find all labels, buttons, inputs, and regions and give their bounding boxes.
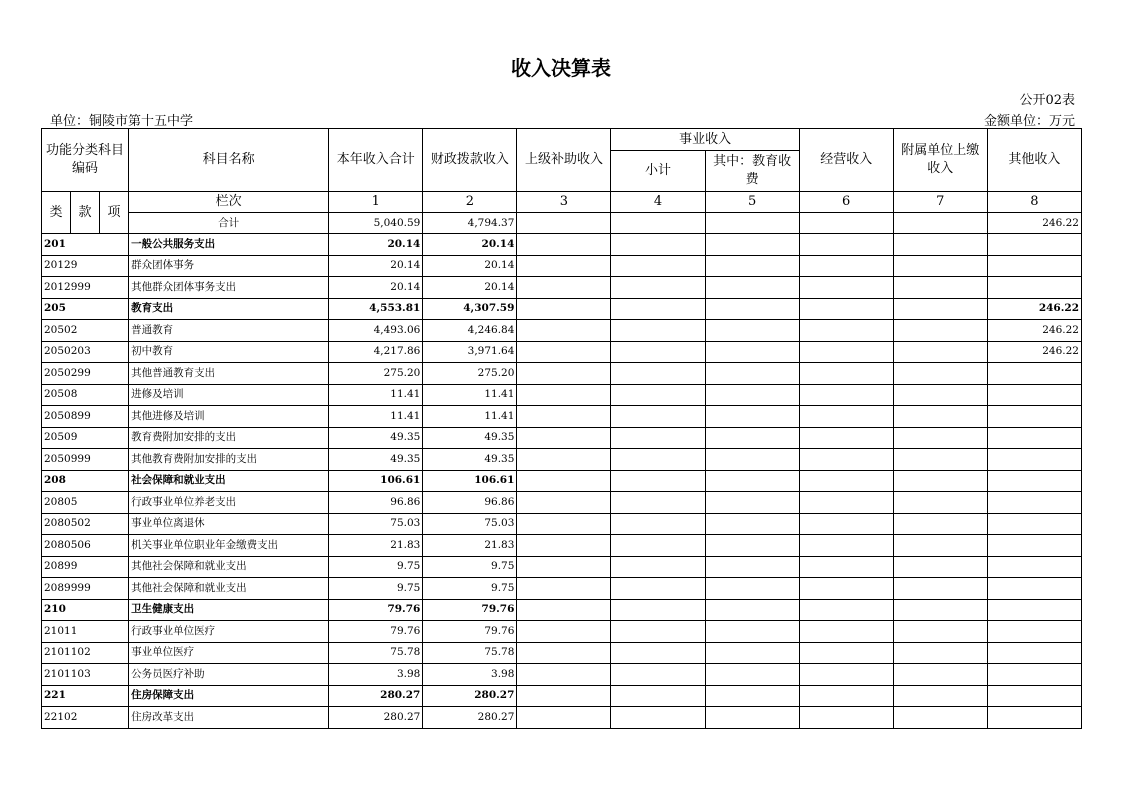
row-total-income: 9.75 bbox=[329, 556, 423, 578]
row-edu-fee bbox=[705, 384, 799, 406]
row-upper-income bbox=[517, 621, 611, 643]
row-upper-income bbox=[517, 685, 611, 707]
row-code: 20508 bbox=[42, 384, 129, 406]
row-operating-income bbox=[799, 513, 893, 535]
header-n1: 1 bbox=[329, 192, 423, 213]
header-n2: 2 bbox=[423, 192, 517, 213]
row-affiliated-income bbox=[893, 664, 987, 686]
row-operating-income bbox=[799, 449, 893, 471]
row-operating-income bbox=[799, 341, 893, 363]
row-total-income: 21.83 bbox=[329, 535, 423, 557]
row-business-subtotal bbox=[611, 320, 705, 342]
report-title: 收入决算表 bbox=[511, 56, 611, 80]
row-edu-fee bbox=[705, 470, 799, 492]
row-upper-income bbox=[517, 406, 611, 428]
row-edu-fee bbox=[705, 492, 799, 514]
row-code: 20899 bbox=[42, 556, 129, 578]
total-c2: 4,794.37 bbox=[423, 213, 517, 234]
row-name: 其他群众团体事务支出 bbox=[129, 277, 329, 299]
row-code: 205 bbox=[42, 298, 129, 320]
row-business-subtotal bbox=[611, 492, 705, 514]
row-operating-income bbox=[799, 707, 893, 729]
row-total-income: 49.35 bbox=[329, 427, 423, 449]
row-name: 行政事业单位医疗 bbox=[129, 621, 329, 643]
row-total-income: 275.20 bbox=[329, 363, 423, 385]
row-other-income bbox=[987, 363, 1081, 385]
row-other-income bbox=[987, 470, 1081, 492]
row-code: 20502 bbox=[42, 320, 129, 342]
row-code: 210 bbox=[42, 599, 129, 621]
row-edu-fee bbox=[705, 449, 799, 471]
row-affiliated-income bbox=[893, 513, 987, 535]
row-upper-income bbox=[517, 578, 611, 600]
row-upper-income bbox=[517, 664, 611, 686]
row-upper-income bbox=[517, 599, 611, 621]
row-upper-income bbox=[517, 298, 611, 320]
row-fiscal-income: 75.03 bbox=[423, 513, 517, 535]
total-c5 bbox=[705, 213, 799, 234]
row-total-income: 79.76 bbox=[329, 621, 423, 643]
row-business-subtotal bbox=[611, 513, 705, 535]
total-c6 bbox=[799, 213, 893, 234]
table-row bbox=[42, 535, 1082, 557]
row-business-subtotal bbox=[611, 406, 705, 428]
row-affiliated-income bbox=[893, 535, 987, 557]
row-upper-income bbox=[517, 556, 611, 578]
row-code: 2101103 bbox=[42, 664, 129, 686]
row-business-subtotal bbox=[611, 363, 705, 385]
row-business-subtotal bbox=[611, 599, 705, 621]
row-business-subtotal bbox=[611, 621, 705, 643]
row-operating-income bbox=[799, 492, 893, 514]
header-col-fiscal: 财政拨款收入 bbox=[423, 129, 517, 192]
header-xiang: 项 bbox=[100, 192, 129, 234]
row-other-income bbox=[987, 556, 1081, 578]
header-n4: 4 bbox=[611, 192, 705, 213]
table-row bbox=[42, 255, 1082, 277]
row-other-income bbox=[987, 599, 1081, 621]
row-edu-fee bbox=[705, 685, 799, 707]
row-total-income: 11.41 bbox=[329, 406, 423, 428]
row-name: 住房改革支出 bbox=[129, 707, 329, 729]
row-business-subtotal bbox=[611, 341, 705, 363]
header-kuan: 款 bbox=[71, 192, 100, 234]
table-row bbox=[42, 492, 1082, 514]
row-business-subtotal bbox=[611, 255, 705, 277]
table-row bbox=[42, 642, 1082, 664]
row-other-income bbox=[987, 578, 1081, 600]
organization-unit: 单位：铜陵市第十五中学 bbox=[50, 114, 194, 129]
row-code: 2012999 bbox=[42, 277, 129, 299]
row-code: 2080502 bbox=[42, 513, 129, 535]
table-row bbox=[42, 277, 1082, 299]
total-c8: 246.22 bbox=[987, 213, 1081, 234]
row-other-income: 246.22 bbox=[987, 320, 1081, 342]
row-code: 20805 bbox=[42, 492, 129, 514]
row-upper-income bbox=[517, 234, 611, 256]
row-business-subtotal bbox=[611, 707, 705, 729]
row-affiliated-income bbox=[893, 298, 987, 320]
row-name: 教育费附加安排的支出 bbox=[129, 427, 329, 449]
row-business-subtotal bbox=[611, 556, 705, 578]
row-other-income bbox=[987, 427, 1081, 449]
row-edu-fee bbox=[705, 621, 799, 643]
row-fiscal-income: 280.27 bbox=[423, 685, 517, 707]
row-upper-income bbox=[517, 513, 611, 535]
row-fiscal-income: 4,307.59 bbox=[423, 298, 517, 320]
total-c1: 5,040.59 bbox=[329, 213, 423, 234]
row-other-income bbox=[987, 234, 1081, 256]
total-c4 bbox=[611, 213, 705, 234]
row-code: 2101102 bbox=[42, 642, 129, 664]
header-n3: 3 bbox=[517, 192, 611, 213]
row-operating-income bbox=[799, 298, 893, 320]
row-code: 2080506 bbox=[42, 535, 129, 557]
row-business-subtotal bbox=[611, 664, 705, 686]
row-name: 其他进修及培训 bbox=[129, 406, 329, 428]
row-upper-income bbox=[517, 470, 611, 492]
table-row bbox=[42, 664, 1082, 686]
row-name: 卫生健康支出 bbox=[129, 599, 329, 621]
row-edu-fee bbox=[705, 664, 799, 686]
row-edu-fee bbox=[705, 341, 799, 363]
money-unit: 金额单位：万元 bbox=[983, 114, 1075, 129]
row-fiscal-income: 49.35 bbox=[423, 449, 517, 471]
table-row bbox=[42, 298, 1082, 320]
row-affiliated-income bbox=[893, 427, 987, 449]
row-upper-income bbox=[517, 492, 611, 514]
header-lanci: 栏次 bbox=[129, 192, 329, 213]
row-operating-income bbox=[799, 427, 893, 449]
row-other-income bbox=[987, 384, 1081, 406]
row-code: 20509 bbox=[42, 427, 129, 449]
row-affiliated-income bbox=[893, 255, 987, 277]
table-row bbox=[42, 707, 1082, 729]
row-fiscal-income: 79.76 bbox=[423, 599, 517, 621]
row-operating-income bbox=[799, 255, 893, 277]
row-edu-fee bbox=[705, 320, 799, 342]
row-edu-fee bbox=[705, 535, 799, 557]
table-row bbox=[42, 427, 1082, 449]
row-affiliated-income bbox=[893, 599, 987, 621]
row-total-income: 49.35 bbox=[329, 449, 423, 471]
table-row bbox=[42, 406, 1082, 428]
row-edu-fee bbox=[705, 406, 799, 428]
header-n8: 8 bbox=[987, 192, 1081, 213]
row-name: 事业单位医疗 bbox=[129, 642, 329, 664]
row-code: 2089999 bbox=[42, 578, 129, 600]
row-fiscal-income: 20.14 bbox=[423, 255, 517, 277]
table-row bbox=[42, 621, 1082, 643]
row-affiliated-income bbox=[893, 470, 987, 492]
row-operating-income bbox=[799, 642, 893, 664]
row-fiscal-income: 79.76 bbox=[423, 621, 517, 643]
row-business-subtotal bbox=[611, 642, 705, 664]
row-operating-income bbox=[799, 406, 893, 428]
table-row bbox=[42, 556, 1082, 578]
row-code: 2050203 bbox=[42, 341, 129, 363]
row-other-income: 246.22 bbox=[987, 298, 1081, 320]
header-col-business: 事业收入 bbox=[611, 129, 799, 151]
row-code: 201 bbox=[42, 234, 129, 256]
header-n7: 7 bbox=[893, 192, 987, 213]
row-business-subtotal bbox=[611, 298, 705, 320]
header-subject-name: 科目名称 bbox=[129, 129, 329, 192]
row-upper-income bbox=[517, 277, 611, 299]
row-edu-fee bbox=[705, 298, 799, 320]
row-affiliated-income bbox=[893, 492, 987, 514]
row-name: 普通教育 bbox=[129, 320, 329, 342]
row-operating-income bbox=[799, 578, 893, 600]
row-upper-income bbox=[517, 363, 611, 385]
table-row bbox=[42, 685, 1082, 707]
income-final-accounts-table bbox=[41, 128, 1082, 729]
row-business-subtotal bbox=[611, 470, 705, 492]
row-affiliated-income bbox=[893, 578, 987, 600]
row-total-income: 79.76 bbox=[329, 599, 423, 621]
row-edu-fee bbox=[705, 363, 799, 385]
row-code: 221 bbox=[42, 685, 129, 707]
row-business-subtotal bbox=[611, 427, 705, 449]
header-col-total: 本年收入合计 bbox=[329, 129, 423, 192]
row-name: 其他社会保障和就业支出 bbox=[129, 556, 329, 578]
row-code: 2050299 bbox=[42, 363, 129, 385]
row-total-income: 11.41 bbox=[329, 384, 423, 406]
row-affiliated-income bbox=[893, 234, 987, 256]
row-total-income: 20.14 bbox=[329, 277, 423, 299]
row-name: 机关事业单位职业年金缴费支出 bbox=[129, 535, 329, 557]
row-business-subtotal bbox=[611, 277, 705, 299]
row-name: 事业单位离退休 bbox=[129, 513, 329, 535]
row-edu-fee bbox=[705, 255, 799, 277]
row-edu-fee bbox=[705, 234, 799, 256]
row-operating-income bbox=[799, 685, 893, 707]
row-name: 住房保障支出 bbox=[129, 685, 329, 707]
table-row bbox=[42, 470, 1082, 492]
row-total-income: 4,217.86 bbox=[329, 341, 423, 363]
row-edu-fee bbox=[705, 277, 799, 299]
row-fiscal-income: 3,971.64 bbox=[423, 341, 517, 363]
row-edu-fee bbox=[705, 513, 799, 535]
row-operating-income bbox=[799, 664, 893, 686]
row-fiscal-income: 4,246.84 bbox=[423, 320, 517, 342]
header-col-affiliated: 附属单位上缴收入 bbox=[893, 129, 987, 192]
table-row bbox=[42, 513, 1082, 535]
row-total-income: 3.98 bbox=[329, 664, 423, 686]
row-fiscal-income: 275.20 bbox=[423, 363, 517, 385]
total-row bbox=[42, 213, 1082, 234]
row-operating-income bbox=[799, 621, 893, 643]
row-upper-income bbox=[517, 427, 611, 449]
row-upper-income bbox=[517, 642, 611, 664]
row-other-income bbox=[987, 621, 1081, 643]
row-edu-fee bbox=[705, 578, 799, 600]
row-total-income: 280.27 bbox=[329, 707, 423, 729]
row-other-income bbox=[987, 707, 1081, 729]
row-total-income: 75.78 bbox=[329, 642, 423, 664]
row-fiscal-income: 11.41 bbox=[423, 406, 517, 428]
row-name: 社会保障和就业支出 bbox=[129, 470, 329, 492]
row-other-income bbox=[987, 277, 1081, 299]
row-code: 22102 bbox=[42, 707, 129, 729]
table-row bbox=[42, 341, 1082, 363]
row-other-income bbox=[987, 449, 1081, 471]
row-affiliated-income bbox=[893, 707, 987, 729]
row-total-income: 20.14 bbox=[329, 234, 423, 256]
table-row bbox=[42, 599, 1082, 621]
row-affiliated-income bbox=[893, 277, 987, 299]
row-edu-fee bbox=[705, 556, 799, 578]
row-fiscal-income: 106.61 bbox=[423, 470, 517, 492]
row-upper-income bbox=[517, 707, 611, 729]
row-name: 教育支出 bbox=[129, 298, 329, 320]
header-col-edu: 其中：教育收费 bbox=[705, 151, 799, 192]
row-code: 2050899 bbox=[42, 406, 129, 428]
table-row bbox=[42, 234, 1082, 256]
row-edu-fee bbox=[705, 427, 799, 449]
table-row bbox=[42, 363, 1082, 385]
row-operating-income bbox=[799, 234, 893, 256]
table-row bbox=[42, 384, 1082, 406]
row-edu-fee bbox=[705, 642, 799, 664]
row-other-income: 246.22 bbox=[987, 341, 1081, 363]
row-other-income bbox=[987, 513, 1081, 535]
row-operating-income bbox=[799, 599, 893, 621]
row-total-income: 4,553.81 bbox=[329, 298, 423, 320]
row-total-income: 280.27 bbox=[329, 685, 423, 707]
row-business-subtotal bbox=[611, 578, 705, 600]
row-fiscal-income: 280.27 bbox=[423, 707, 517, 729]
row-other-income bbox=[987, 685, 1081, 707]
row-business-subtotal bbox=[611, 449, 705, 471]
header-lei: 类 bbox=[42, 192, 71, 234]
header-col-other: 其他收入 bbox=[987, 129, 1081, 192]
row-fiscal-income: 75.78 bbox=[423, 642, 517, 664]
row-name: 一般公共服务支出 bbox=[129, 234, 329, 256]
row-affiliated-income bbox=[893, 320, 987, 342]
row-operating-income bbox=[799, 470, 893, 492]
row-code: 208 bbox=[42, 470, 129, 492]
header-func-code: 功能分类科目编码 bbox=[42, 129, 129, 192]
form-number: 公开02表 bbox=[1019, 93, 1075, 108]
row-name: 初中教育 bbox=[129, 341, 329, 363]
row-affiliated-income bbox=[893, 642, 987, 664]
header-col-operating: 经营收入 bbox=[799, 129, 893, 192]
row-other-income bbox=[987, 664, 1081, 686]
row-business-subtotal bbox=[611, 384, 705, 406]
row-operating-income bbox=[799, 277, 893, 299]
row-fiscal-income: 9.75 bbox=[423, 556, 517, 578]
table-body bbox=[42, 234, 1082, 729]
row-name: 其他教育费附加安排的支出 bbox=[129, 449, 329, 471]
row-total-income: 106.61 bbox=[329, 470, 423, 492]
row-code: 2050999 bbox=[42, 449, 129, 471]
row-upper-income bbox=[517, 535, 611, 557]
row-affiliated-income bbox=[893, 341, 987, 363]
header-col-upper: 上级补助收入 bbox=[517, 129, 611, 192]
row-business-subtotal bbox=[611, 535, 705, 557]
row-total-income: 9.75 bbox=[329, 578, 423, 600]
row-name: 公务员医疗补助 bbox=[129, 664, 329, 686]
table-row bbox=[42, 449, 1082, 471]
row-other-income bbox=[987, 406, 1081, 428]
row-fiscal-income: 20.14 bbox=[423, 277, 517, 299]
row-other-income bbox=[987, 535, 1081, 557]
row-upper-income bbox=[517, 320, 611, 342]
row-operating-income bbox=[799, 363, 893, 385]
row-fiscal-income: 20.14 bbox=[423, 234, 517, 256]
row-fiscal-income: 21.83 bbox=[423, 535, 517, 557]
total-c7 bbox=[893, 213, 987, 234]
row-upper-income bbox=[517, 384, 611, 406]
header-n6: 6 bbox=[799, 192, 893, 213]
row-affiliated-income bbox=[893, 363, 987, 385]
row-name: 行政事业单位养老支出 bbox=[129, 492, 329, 514]
row-edu-fee bbox=[705, 707, 799, 729]
row-fiscal-income: 9.75 bbox=[423, 578, 517, 600]
row-other-income bbox=[987, 255, 1081, 277]
row-business-subtotal bbox=[611, 685, 705, 707]
row-name: 其他社会保障和就业支出 bbox=[129, 578, 329, 600]
row-other-income bbox=[987, 492, 1081, 514]
row-other-income bbox=[987, 642, 1081, 664]
row-fiscal-income: 3.98 bbox=[423, 664, 517, 686]
table-row bbox=[42, 320, 1082, 342]
row-name: 进修及培训 bbox=[129, 384, 329, 406]
row-affiliated-income bbox=[893, 685, 987, 707]
row-fiscal-income: 96.86 bbox=[423, 492, 517, 514]
row-code: 21011 bbox=[42, 621, 129, 643]
row-total-income: 96.86 bbox=[329, 492, 423, 514]
row-upper-income bbox=[517, 449, 611, 471]
row-operating-income bbox=[799, 384, 893, 406]
row-affiliated-income bbox=[893, 449, 987, 471]
row-edu-fee bbox=[705, 599, 799, 621]
row-code: 20129 bbox=[42, 255, 129, 277]
row-affiliated-income bbox=[893, 406, 987, 428]
row-name: 其他普通教育支出 bbox=[129, 363, 329, 385]
row-operating-income bbox=[799, 535, 893, 557]
row-affiliated-income bbox=[893, 556, 987, 578]
row-business-subtotal bbox=[611, 234, 705, 256]
row-upper-income bbox=[517, 341, 611, 363]
row-total-income: 75.03 bbox=[329, 513, 423, 535]
row-total-income: 20.14 bbox=[329, 255, 423, 277]
row-fiscal-income: 49.35 bbox=[423, 427, 517, 449]
table-row bbox=[42, 578, 1082, 600]
row-operating-income bbox=[799, 556, 893, 578]
row-operating-income bbox=[799, 320, 893, 342]
total-c3 bbox=[517, 213, 611, 234]
total-label: 合计 bbox=[129, 213, 329, 234]
row-affiliated-income bbox=[893, 621, 987, 643]
row-affiliated-income bbox=[893, 384, 987, 406]
header-n5: 5 bbox=[705, 192, 799, 213]
header-col-subtotal: 小计 bbox=[611, 151, 705, 192]
row-name: 群众团体事务 bbox=[129, 255, 329, 277]
row-total-income: 4,493.06 bbox=[329, 320, 423, 342]
row-upper-income bbox=[517, 255, 611, 277]
row-fiscal-income: 11.41 bbox=[423, 384, 517, 406]
